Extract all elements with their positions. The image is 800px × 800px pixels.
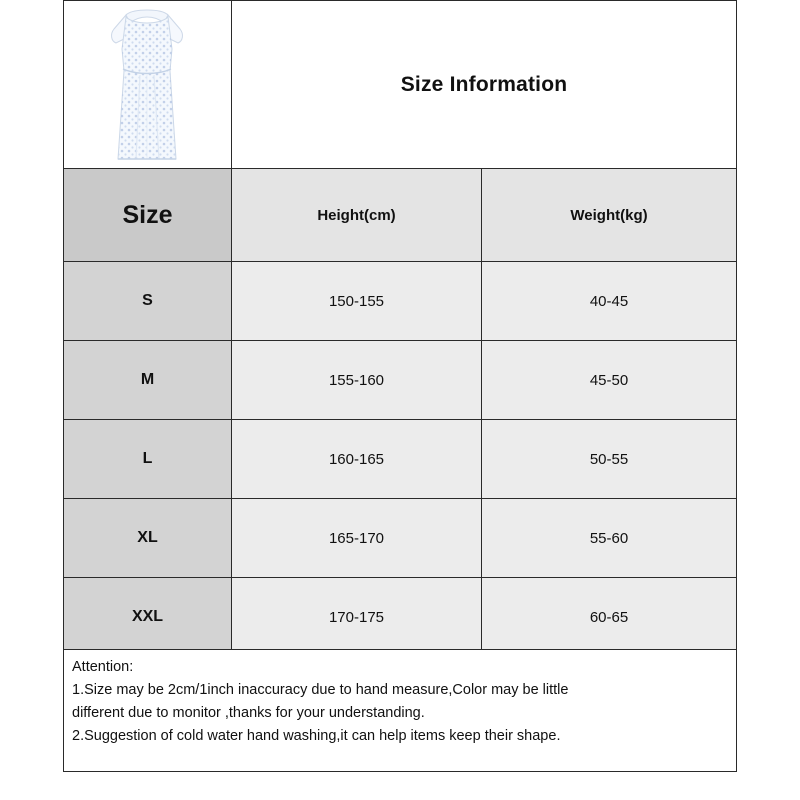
cell-height-label: 165-170 <box>328 529 385 547</box>
cell-weight-label: 40-45 <box>589 292 629 310</box>
size-chart-table <box>63 0 737 772</box>
cell-size-label: L <box>142 450 153 467</box>
table-header-row <box>64 169 736 262</box>
attention-block <box>64 649 736 771</box>
product-image-cell <box>64 1 232 168</box>
table-row <box>64 578 736 657</box>
cell-height-label: 150-155 <box>328 292 385 310</box>
dress-illustration-icon <box>92 9 202 167</box>
cell-height-label: 160-165 <box>328 450 385 468</box>
table-row <box>64 499 736 578</box>
column-header-size-label: Size <box>122 200 173 229</box>
cell-size-label: XXL <box>131 608 164 625</box>
cell-weight <box>482 341 736 419</box>
cell-height <box>232 341 482 419</box>
cell-weight <box>482 578 736 656</box>
column-header-weight-label: Weight(kg) <box>570 206 648 224</box>
table-row <box>64 262 736 341</box>
cell-weight <box>482 262 736 340</box>
attention-line-3: 2.Suggestion of cold water hand washing,it can help items keep their shape. <box>72 728 561 744</box>
cell-weight-label: 60-65 <box>589 608 629 626</box>
table-row <box>64 420 736 499</box>
cell-height <box>232 262 482 340</box>
column-header-weight <box>482 169 736 261</box>
cell-height <box>232 578 482 656</box>
cell-size-label: M <box>140 371 155 388</box>
cell-size-label: S <box>142 292 153 309</box>
cell-weight <box>482 420 736 498</box>
cell-weight-label: 45-50 <box>589 371 629 389</box>
cell-size <box>64 341 232 419</box>
cell-weight-label: 55-60 <box>589 529 629 547</box>
chart-title-cell <box>232 1 736 168</box>
cell-height-label: 155-160 <box>328 371 385 389</box>
cell-height <box>232 499 482 577</box>
cell-size <box>64 499 232 577</box>
column-header-size <box>64 169 232 261</box>
column-header-height <box>232 169 482 261</box>
cell-size <box>64 262 232 340</box>
attention-heading: Attention: <box>72 659 134 675</box>
cell-height-label: 170-175 <box>328 608 385 626</box>
attention-line-2: different due to monitor ,thanks for your understanding. <box>72 705 425 721</box>
cell-size <box>64 578 232 656</box>
table-row <box>64 341 736 420</box>
cell-size-label: XL <box>137 529 158 546</box>
page-title: Size Information <box>400 72 568 96</box>
cell-height <box>232 420 482 498</box>
attention-line-1: 1.Size may be 2cm/1inch inaccuracy due to hand measure,Color may be little <box>72 682 569 698</box>
column-header-height-label: Height(cm) <box>317 206 396 224</box>
chart-header-row <box>64 1 736 169</box>
cell-size <box>64 420 232 498</box>
cell-weight-label: 50-55 <box>589 450 629 468</box>
cell-weight <box>482 499 736 577</box>
